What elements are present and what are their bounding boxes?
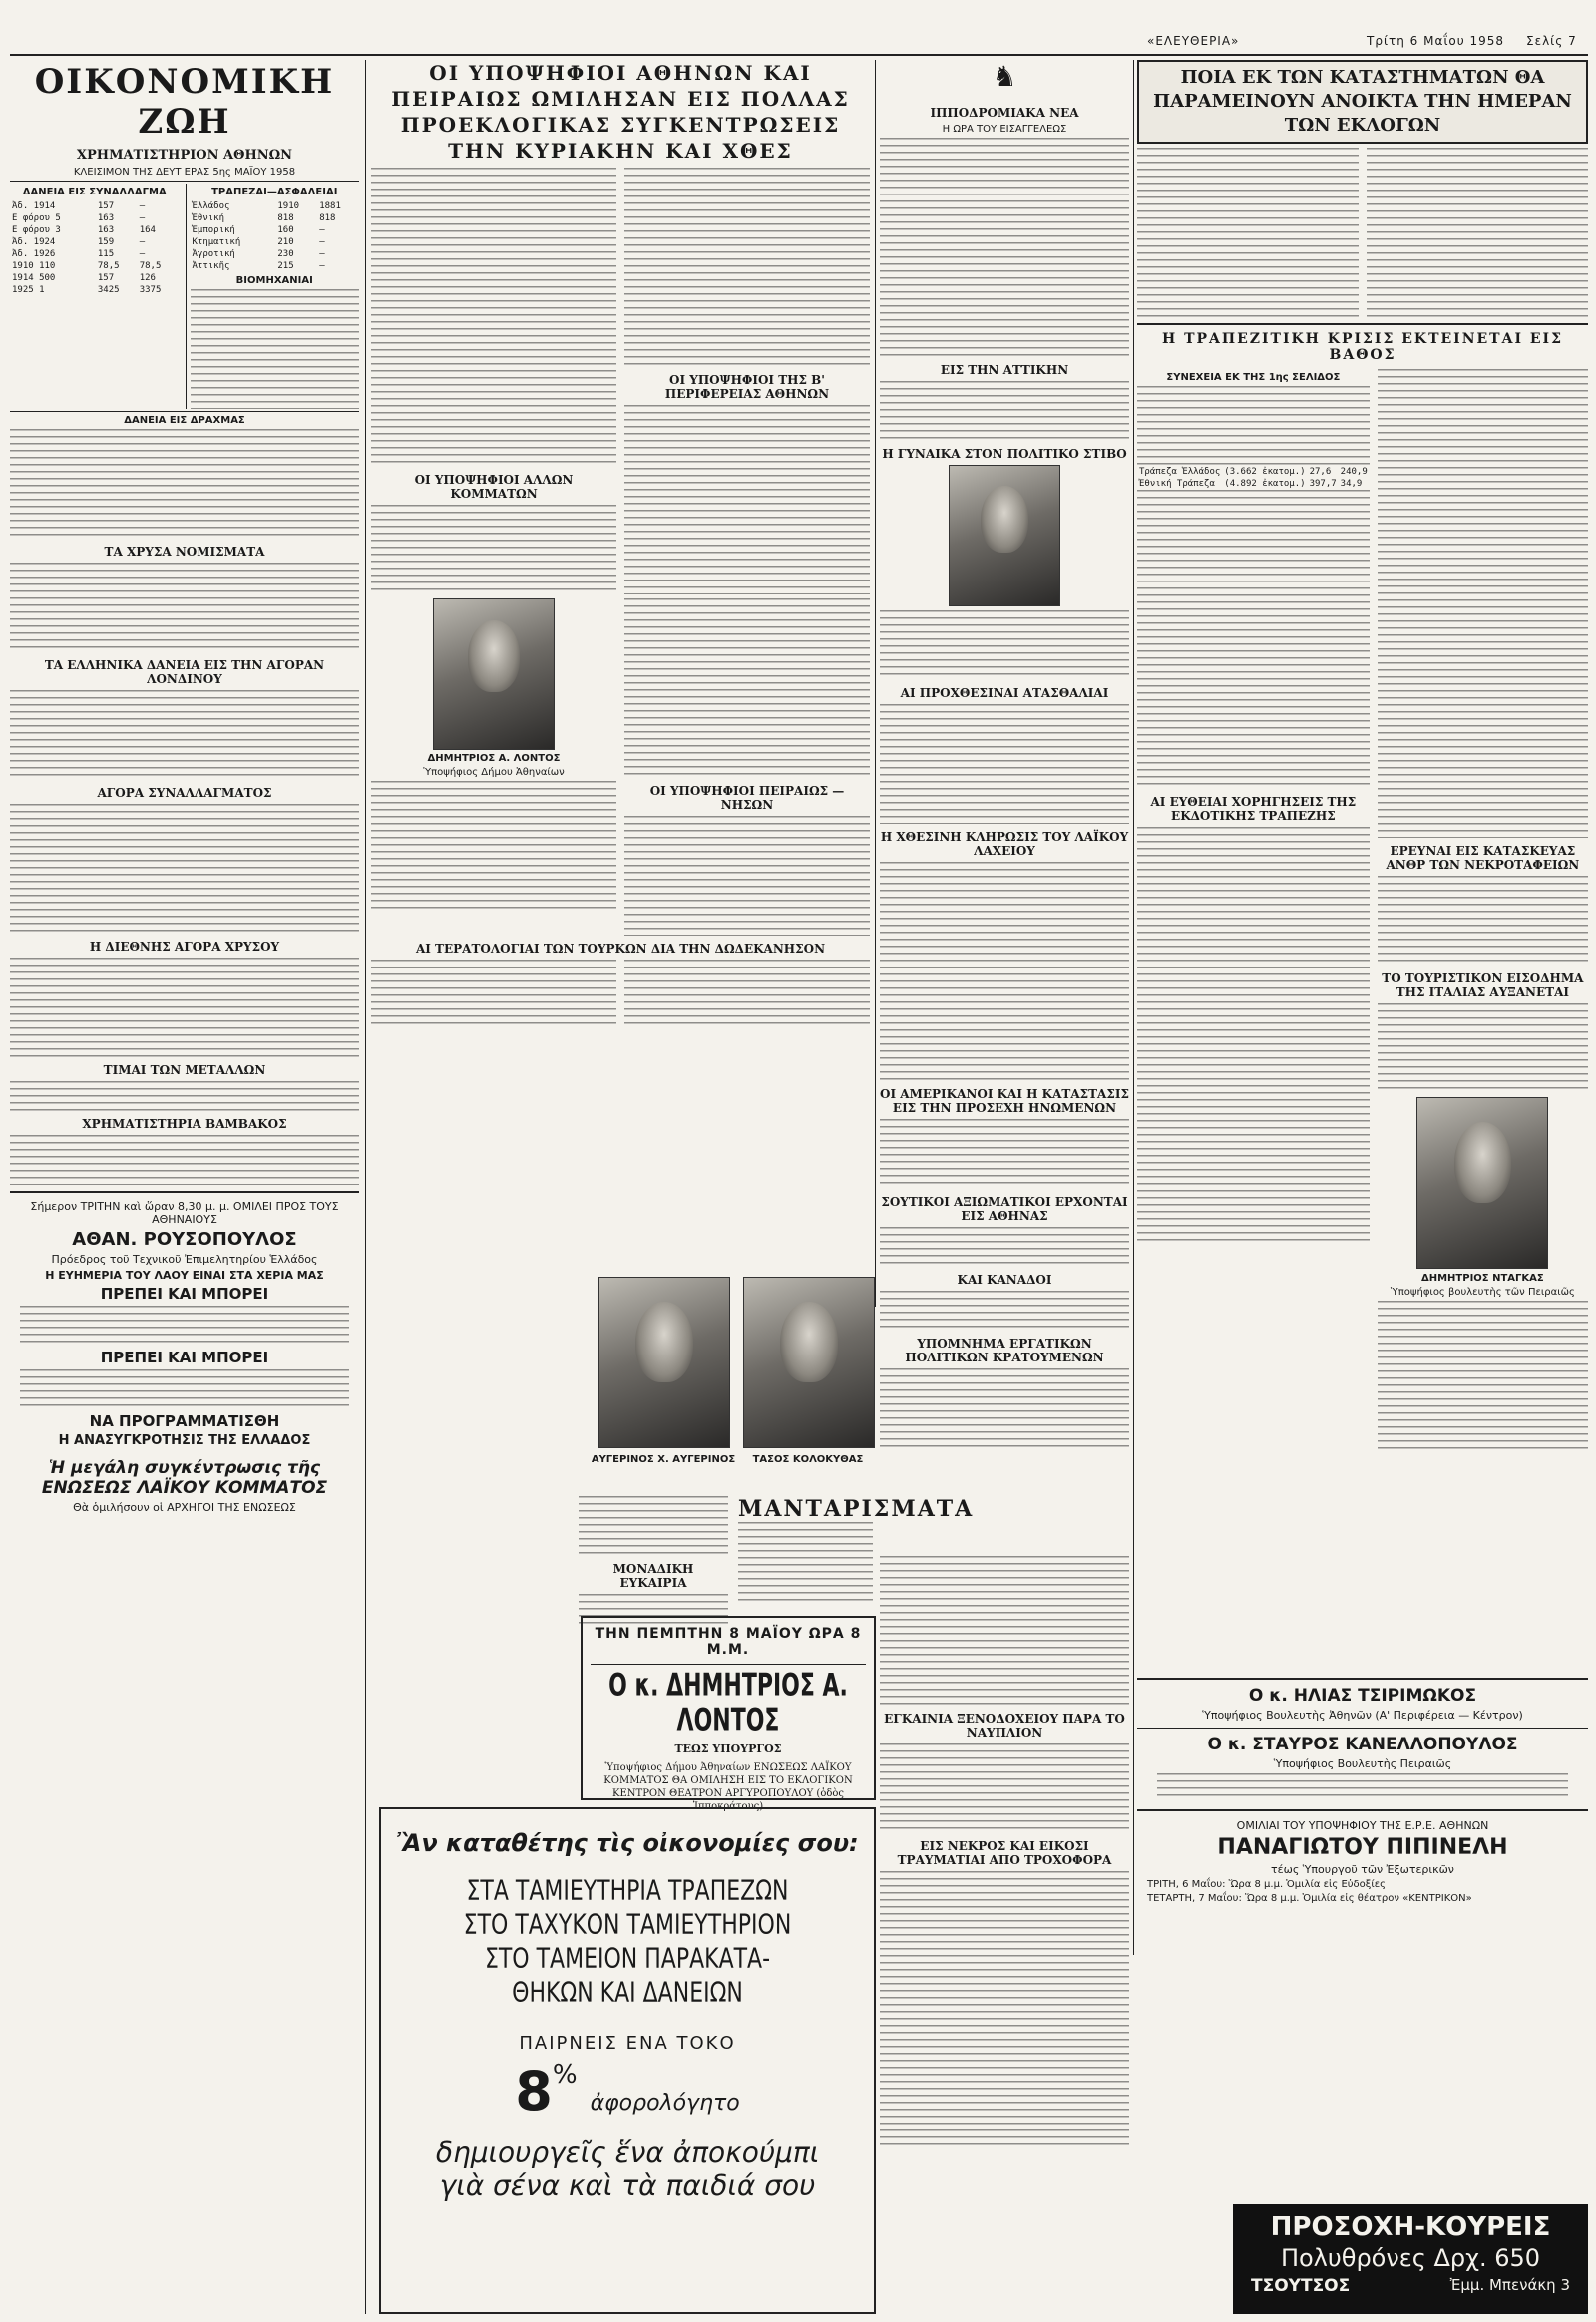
table-row — [10, 212, 180, 224]
rally-line: Ἡ μεγάλη συγκέντρωσις τῆς ΕΝΩΣΕΩΣ ΛΑΪΚΟΥ ΚΟΜΜΑΤΟΣ — [41, 1458, 328, 1498]
table-cell: 818 — [277, 213, 294, 223]
lontos-role: ΤΕΩΣ ΥΠΟΥΡΓΟΣ — [674, 1742, 782, 1755]
masthead-date: Τρίτη 6 Μαΐου 1958 — [1367, 34, 1505, 48]
prisoners-text — [880, 1368, 1129, 1448]
draw-head: Η ΧΘΕΣΙΝΗ ΚΛΗΡΩΣΙΣ ΤΟΥ ΛΑΪΚΟΥ ΛΑΧΕΙΟΥ — [880, 830, 1129, 858]
court-text — [880, 1227, 1129, 1267]
bank-cont: ΣΥΝΕΧΕΙΑ ΕΚ ΤΗΣ 1ης ΣΕΛΙΔΟΣ — [1166, 372, 1341, 383]
photo2-caption: ΑΥΓΕΡΙΝΟΣ Χ. ΑΥΓΕΡΙΝΟΣ — [591, 1454, 736, 1465]
table-cell: Τράπεζα Ἑλλάδος — [1139, 467, 1221, 477]
main-headline: ΟΙ ΥΠΟΨΗΦΙΟΙ ΑΘΗΝΩΝ ΚΑΙ ΠΕΙΡΑΙΩΣ ΩΜΙΛΗΣΑΝ ΕΙΣ ΠΟΛΛΑΣ ΠΡΟΕΚΛΟΓΙΚΑΣ ΣΥΓΚΕΝΤΡΩΣΕΙΣ ΤΗΝ ΚΥΡΙΑΚΗΝ ΚΑΙ ΧΘΕΣ — [391, 61, 850, 163]
percent-icon: % — [552, 2060, 578, 2090]
bank-text — [1137, 386, 1370, 466]
table-cell: — — [139, 237, 146, 247]
loans-table — [10, 184, 180, 409]
savings-slogan: Ἂν καταθέτης τὶς οἰκονομίες σου: — [396, 1829, 859, 1857]
press-text — [880, 1119, 1129, 1189]
table-cell: 397,7 — [1309, 479, 1337, 489]
ad1-name: Ο κ. ΗΛΙΑΣ ΤΣΙΡΙΜΩΚΟΣ — [1248, 1686, 1477, 1706]
table-cell: 78,5 — [97, 261, 120, 271]
table-cell: — — [319, 261, 325, 271]
barber-k4: Ἐμμ. Μπενάκη 3 — [1449, 2276, 1570, 2294]
lecture-text — [20, 1369, 349, 1409]
opportunity-head: ΜΟΝΑΔΙΚΗ ΕΥΚΑΙΡΙΑ — [612, 1562, 694, 1590]
table-cell: 163 — [97, 225, 115, 235]
horses-sub: Η ΩΡΑ ΤΟΥ ΕΙΣΑΓΓΕΛΕΩΣ — [942, 124, 1067, 135]
barber-ad — [1233, 2204, 1588, 2314]
mandarismata-text — [738, 1522, 873, 1602]
table-row — [10, 248, 180, 260]
economy-text — [10, 429, 359, 539]
table-cell: 3375 — [139, 285, 162, 295]
accident-text — [880, 1871, 1129, 2150]
masthead-rule — [10, 54, 1588, 56]
table-cell: Ἀδ. 1924 — [12, 237, 56, 247]
prisoners-head: ΥΠΟΜΝΗΜΑ ΕΡΓΑΤΙΚΩΝ ΠΟΛΙΤΙΚΩΝ ΚΡΑΤΟΥΜΕΝΩΝ — [905, 1337, 1104, 1364]
table-cell: 240,9 — [1340, 467, 1368, 477]
horses-text — [880, 138, 1129, 357]
ad3-name: ΠΑΝΑΓΙΩΤΟΥ ΠΙΠΙΝΕΛΗ — [1217, 1835, 1508, 1860]
industry-head: ΒΙΟΜΗΧΑΝΙΑΙ — [235, 275, 313, 286]
savings-l5: ΠΑΙΡΝΕΙΣ ΕΝΑ ΤΟΚΟ — [519, 2033, 736, 2054]
photo4-sub: Ὑποψήφιος βουλευτὴς τῶν Πειραιῶς — [1390, 1287, 1575, 1298]
photo-ntagkas — [1416, 1097, 1548, 1269]
table-cell: Ἀδ. 1914 — [12, 201, 56, 211]
table-cell: 159 — [97, 237, 115, 247]
lontos-body: Ὑποψήφιος Δήμου Ἀθηναίων ΕΝΩΣΕΩΣ ΛΑΪΚΟΥ ΚΟΜΜΑΤΟΣ ΘΑ ΟΜΙΛΗΣΗ ΕΙΣ ΤΟ ΕΚΛΟΓΙΚΟΝ ΚΕΝΤΡΟΝ ΘΕΑΤΡΟΝ ΑΡΓΥΡΟΠΟΥΛΟΥ (ὁδὸς Ἱπποκράτους) — [603, 1762, 853, 1812]
table-cell: 164 — [139, 225, 156, 235]
sub-other-parties: ΟΙ ΥΠΟΨΗΦΙΟΙ ΑΛΛΩΝ ΚΟΜΜΑΤΩΝ — [414, 473, 574, 501]
savings-l4: ΘΗΚΩΝ ΚΑΙ ΔΑΝΕΙΩΝ — [512, 1977, 743, 2009]
tour-text — [1378, 1003, 1588, 1093]
story-text — [371, 505, 616, 594]
atasthalies-text — [880, 704, 1129, 824]
lontos-ad — [581, 1616, 876, 1812]
industry-text — [191, 289, 360, 409]
lecture-role: Πρόεδρος τοῦ Τεχνικοῦ Ἐπιμελητηρίου Ἑλλάδος — [51, 1253, 318, 1266]
attica-text — [880, 381, 1129, 441]
table-cell: 27,6 — [1309, 467, 1332, 477]
photo1-sub: Ὑποψήφιος Δήμου Ἀθηναίων — [423, 767, 565, 778]
story-text — [624, 816, 870, 936]
mandarismata-title: ΜΑΝΤΑΡΙΣΜΑΤΑ — [738, 1496, 975, 1522]
story-text — [624, 405, 870, 594]
savings-l7: γιὰ σένα καὶ τὰ παιδιά σου — [439, 2169, 816, 2202]
table-cell: 115 — [97, 249, 115, 259]
shops-box — [1137, 60, 1588, 144]
table-row — [191, 236, 360, 248]
table-cell: 1910 — [277, 201, 300, 211]
col-text — [1378, 1301, 1588, 1450]
table-cell: 1881 — [319, 201, 341, 211]
col-text — [880, 1556, 1129, 1706]
table-cell: 34,9 — [1340, 479, 1363, 489]
foreign-head: ΤΑ ΕΛΛΗΝΙΚΑ ΔΑΝΕΙΑ ΕΙΣ ΤΗΝ ΑΓΟΡΑΝ ΛΟΝΔΙΝΟΥ — [44, 658, 325, 686]
shops-text — [1137, 148, 1359, 317]
barber-k2: Πολυθρόνες Δρχ. 650 — [1280, 2244, 1541, 2272]
opportunity-box — [579, 1496, 728, 1624]
table-cell: 215 — [277, 261, 294, 271]
table-row — [10, 272, 180, 284]
table-cell: 818 — [319, 213, 336, 223]
table-cell: 157 — [97, 201, 115, 211]
banks-table — [186, 184, 360, 409]
right-ads — [1137, 1678, 1588, 1907]
ad1-role: Ὑποψήφιος Βουλευτὴς Ἀθηνῶν (Α' Περιφέρεια — Κέντρον) — [1202, 1709, 1523, 1722]
gold-market-head: Η ΔΙΕΘΝΗΣ ΑΓΟΡΑ ΧΡΥΣΟΥ — [89, 940, 280, 954]
story-text — [371, 168, 616, 467]
cotton-text — [10, 1135, 359, 1185]
ad3-role: τέως Ὑπουργοῦ τῶν Ἐξωτερικῶν — [1271, 1863, 1454, 1876]
cotton-head: ΧΡΗΜΑΤΙΣΤΗΡΙΑ ΒΑΜΒΑΚΟΣ — [82, 1117, 287, 1131]
table-cell: 160 — [277, 225, 294, 235]
photo-avgerinos — [598, 1277, 730, 1448]
lecture-line3: ΠΡΕΠΕΙ ΚΑΙ ΜΠΟΡΕΙ — [100, 1349, 269, 1366]
table-row — [191, 248, 360, 260]
savings-rate-suffix: ἀφορολόγητο — [590, 2091, 740, 2116]
necro-text — [1378, 876, 1588, 966]
bank-headline: Η ΤΡΑΠΕΖΙΤΙΚΗ ΚΡΙΣΙΣ ΕΚΤΕΙΝΕΤΑΙ ΕΙΣ ΒΑΘΟΣ — [1161, 331, 1564, 363]
hotel-head: ΕΓΚΑΙΝΙΑ ΞΕΝΟΔΟΧΕΙΟΥ ΠΑΡΑ ΤΟ ΝΑΥΠΛΙΟΝ — [884, 1712, 1125, 1740]
photo-lontos — [433, 598, 555, 750]
table-cell: Ἑθνική — [192, 213, 225, 223]
lecture-ad — [10, 1191, 359, 1514]
woman-text — [880, 610, 1129, 680]
mandarismata-box — [738, 1496, 975, 1602]
main-story-column — [371, 60, 870, 1307]
table-cell: 1925 1 — [12, 285, 45, 295]
table-row — [191, 260, 360, 272]
ad3-l2: ΤΕΤΑΡΤΗ, 7 Μαΐου: Ὥρα 8 μ.μ. Ὁμιλία εἰς θέατρον «ΚΕΝΤΡΙΚΟΝ» — [1147, 1893, 1472, 1904]
table-cell: 230 — [277, 249, 294, 259]
gold-head: ΤΑ ΧΡΥΣΑ ΝΟΜΙΣΜΑΤΑ — [104, 545, 265, 559]
metals-text — [10, 1081, 359, 1111]
table-cell: 1914 500 — [12, 273, 56, 283]
banks-rows — [191, 200, 360, 272]
lecture-line1: Η ΕΥΗΜΕΡΙΑ ΤΟΥ ΛΑΟΥ ΕΙΝΑΙ ΣΤΑ ΧΕΡΙΑ ΜΑΣ — [45, 1269, 324, 1282]
table-cell: (4.892 ἐκατομ.) — [1224, 479, 1306, 489]
column-rule — [365, 60, 366, 2314]
economy-title: ΟΙΚΟΝΟΜΙΚΗ ΖΩΗ — [34, 62, 335, 142]
sub-dodecanese: ΑΙ ΤΕΡΑΤΟΛΟΓΙΑΙ ΤΩΝ ΤΟΥΡΚΩΝ ΔΙΑ ΤΗΝ ΔΩΔΕΚΑΝΗΣΟΝ — [415, 942, 826, 956]
ad2-name: Ο κ. ΣΤΑΥΡΟΣ ΚΑΝΕΛΛΟΠΟΥΛΟΣ — [1207, 1735, 1518, 1754]
table-row — [1137, 478, 1370, 490]
table-cell: (3.662 ἐκατομ.) — [1224, 467, 1306, 477]
table-cell: Ἐθνική Τράπεζα — [1139, 479, 1215, 489]
necro-head: ΕΡΕΥΝΑΙ ΕΙΣ ΚΑΤΑΣΚΕΥΑΣ ΑΝΘΡ ΤΩΝ ΝΕΚΡΟΤΑΦΕΙΩΝ — [1386, 844, 1580, 872]
press-head: ΟΙ ΑΜΕΡΙΚΑΝΟΙ ΚΑΙ Η ΚΑΤΑΣΤΑΣΙΣ ΕΙΣ ΤΗΝ ΠΡΟΣΕΧΗ ΗΝΩΜΕΝΩΝ — [880, 1087, 1129, 1115]
table-cell: Ἐμπορική — [192, 225, 235, 235]
table-row — [191, 212, 360, 224]
lecture-line2: ΠΡΕΠΕΙ ΚΑΙ ΜΠΟΡΕΙ — [100, 1285, 269, 1303]
table-cell: Ε φόρου 3 — [12, 225, 61, 235]
table-row — [10, 224, 180, 236]
table-cell: Ε φόρου 5 — [12, 213, 61, 223]
horse-icon: ♞ — [992, 60, 1017, 93]
table-row — [191, 200, 360, 212]
table-cell: — — [139, 249, 146, 259]
canal-head: ΚΑΙ ΚΑΝΑΔΟΙ — [957, 1273, 1052, 1287]
table-cell: Ἀδ. 1926 — [12, 249, 56, 259]
masthead-page: Σελίς 7 — [1526, 34, 1577, 48]
shops-headline: ΠΟΙΑ ΕΚ ΤΩΝ ΚΑΤΑΣΤΗΜΑΤΩΝ ΘΑ ΠΑΡΑΜΕΙΝΟΥΝ ΑΝΟΙΚΤΑ ΤΗΝ ΗΜΕΡΑΝ ΤΩΝ ΕΚΛΟΓΩΝ — [1153, 67, 1572, 136]
sub-piraeus: ΟΙ ΥΠΟΨΗΦΙΟΙ ΠΕΙΡΑΙΩΣ — ΝΗΣΩΝ — [649, 784, 845, 812]
lecture-line4: ΝΑ ΠΡΟΓΡΑΜΜΑΤΙΣΘΗ — [89, 1412, 280, 1430]
horses-head: ΙΠΠΟΔΡΟΜΙΑΚΑ ΝΕΑ — [930, 106, 1079, 120]
table-cell: Ἀττικῆς — [192, 261, 230, 271]
metals-head: ΤΙΜΑΙ ΤΩΝ ΜΕΤΑΛΛΩΝ — [103, 1063, 266, 1077]
savings-rate: 8 — [515, 2060, 553, 2123]
lecture-line5: Η ΑΝΑΣΥΓΚΡΟΤΗΣΙΣ ΤΗΣ ΕΛΛΑΔΟΣ — [58, 1433, 311, 1448]
table-cell: — — [139, 213, 146, 223]
table-row — [10, 236, 180, 248]
bank-text — [1378, 369, 1588, 838]
attica-head: ΕΙΣ ΤΗΝ ΑΤΤΙΚΗΝ — [940, 363, 1069, 377]
masthead-paper: «ΕΛΕΥΘΕΡΙΑ» — [1147, 34, 1240, 48]
bank-text — [1137, 827, 1370, 1246]
ad2-text — [1157, 1773, 1568, 1801]
loans-head: ΔΑΝΕΙΑ ΕΙΣ ΣΥΝΑΛΛΑΓΜΑ — [22, 187, 167, 197]
savings-l2: ΣΤΟ ΤΑΧΥΚΟΝ ΤΑΜΙΕΥΤΗΡΙΟΝ — [463, 1909, 792, 1941]
column-rule — [875, 60, 876, 1307]
story-text — [624, 168, 870, 367]
table-cell: 3425 — [97, 285, 120, 295]
rally-sub: Θὰ ὁμιλήσουν οἱ ΑΡΧΗΓΟΙ ΤΗΣ ΕΝΩΣΕΩΣ — [73, 1501, 296, 1514]
foreign-text — [10, 690, 359, 780]
story-text — [624, 960, 870, 1029]
closing-line: ΚΛΕΙΣΙΜΟΝ ΤΗΣ ΔΕΥΤ ΕΡΑΣ 5ης ΜΑΪΟΥ 1958 — [73, 167, 296, 178]
gold-market-text — [10, 958, 359, 1057]
table-cell: — — [319, 237, 325, 247]
table-cell: 210 — [277, 237, 294, 247]
right-column — [1137, 60, 1588, 1955]
savings-l6: δημιουργεῖς ἕνα ἀποκούμπι — [435, 2136, 820, 2169]
photo1-caption: ΔΗΜΗΤΡΙΟΣ Α. ΛΟΝΤΟΣ — [427, 753, 561, 764]
economy-column — [10, 60, 359, 2314]
ad3-top: ΟΜΙΛΙΑΙ ΤΟΥ ΥΠΟΨΗΦΙΟΥ ΤΗΣ Ε.Ρ.Ε. ΑΘΗΝΩΝ — [1236, 1819, 1489, 1832]
canal-text — [880, 1291, 1129, 1331]
sub-b-periphery: ΟΙ ΥΠΟΨΗΦΙΟΙ ΤΗΣ Β' ΠΕΡΙΦΕΡΕΙΑΣ ΑΘΗΝΩΝ — [664, 373, 830, 401]
col-text — [579, 1496, 728, 1556]
woman-head: Η ΓΥΝΑΙΚΑ ΣΤΟΝ ΠΟΛΙΤΙΚΟ ΣΤΙΒΟ — [882, 447, 1127, 461]
table-cell: — — [319, 249, 325, 259]
lontos-name: Ο κ. ΔΗΜΗΤΡΙΟΣ Α. ΛΟΝΤΟΣ — [608, 1669, 848, 1739]
table-cell: — — [139, 201, 146, 211]
drachma-loans-head: ΔΑΝΕΙΑ ΕΙΣ ΔΡΑΧΜΑΣ — [124, 415, 245, 426]
gold-text — [10, 563, 359, 652]
markets-text — [10, 804, 359, 934]
table-cell: — — [319, 225, 325, 235]
table-cell: 126 — [139, 273, 156, 283]
markets-head: ΑΓΟΡΑ ΣΥΝΑΛΛΑΓΜΑΤΟΣ — [97, 786, 272, 800]
table-cell: 157 — [97, 273, 115, 283]
bank-sub: ΑΙ ΕΥΘΕΙΑΙ ΧΟΡΗΓΗΣΕΙΣ ΤΗΣ ΕΚΔΟΤΙΚΗΣ ΤΡΑΠΕΖΗΣ — [1150, 795, 1357, 823]
photo4-caption: ΔΗΜΗΤΡΙΟΣ ΝΤΑΓΚΑΣ — [1421, 1273, 1544, 1284]
draw-numbers — [880, 862, 1129, 1081]
table-row — [191, 224, 360, 236]
story-text — [371, 960, 616, 1029]
photo-kolokythas — [743, 1277, 875, 1448]
table-row — [10, 260, 180, 272]
middle-lower — [880, 1556, 1129, 2150]
table-cell: 1910 110 — [12, 261, 56, 271]
table-row — [10, 200, 180, 212]
savings-l3: ΣΤΟ ΤΑΜΕΙΟΝ ΠΑΡΑΚΑΤΑ- — [484, 1943, 771, 1975]
court-head: ΣΟΥΤΙΚΟΙ ΑΞΙΩΜΑΤΙΚΟΙ ΕΡΧΟΝΤΑΙ ΕΙΣ ΑΘΗΝΑΣ — [881, 1195, 1128, 1223]
hotel-text — [880, 1743, 1129, 1833]
horses-sub2: ΑΙ ΠΡΟΧΘΕΣΙΝΑΙ ΑΤΑΣΘΑΛΙΑΙ — [900, 686, 1109, 700]
lecture-name: ΑΘΑΝ. ΡΟΥΣΟΠΟΥΛΟΣ — [72, 1229, 297, 1250]
banks-head: ΤΡΑΠΕΖΑΙ—ΑΣΦΑΛΕΙΑΙ — [211, 187, 338, 197]
savings-ad — [379, 1807, 876, 2314]
savings-l1: ΣΤΑ ΤΑΜΙΕΥΤΗΡΙΑ ΤΡΑΠΕΖΩΝ — [466, 1875, 789, 1907]
table-cell: 78,5 — [139, 261, 162, 271]
lecture-text — [20, 1306, 349, 1346]
exchange-title: ΧΡΗΜΑΤΙΣΤΗΡΙΟΝ ΑΘΗΝΩΝ — [76, 148, 293, 163]
ad3-l1: ΤΡΙΤΗ, 6 Μαΐου: Ὥρα 8 μ.μ. Ὁμιλία εἰς Εὐδοξίες — [1147, 1879, 1387, 1890]
column-rule — [1133, 60, 1134, 1955]
bank-rows — [1137, 466, 1370, 490]
story-text — [371, 781, 616, 911]
lecture-intro: Σήμερον ΤΡΙΤΗΝ καὶ ὥραν 8,30 μ. μ. ΟΜΙΛΕΙ ΠΡΟΣ ΤΟΥΣ ΑΘΗΝΑΙΟΥΣ — [30, 1200, 339, 1226]
photo-woman — [949, 465, 1060, 606]
middle-column — [880, 60, 1129, 1546]
story-text — [624, 598, 870, 778]
loans-rows — [10, 200, 180, 296]
bank-text — [1137, 490, 1370, 789]
tour-head: ΤΟ ΤΟΥΡΙΣΤΙΚΟΝ ΕΙΣΟΔΗΜΑ ΤΗΣ ΙΤΑΛΙΑΣ ΑΥΞΑΝΕΤΑΙ — [1382, 971, 1584, 999]
table-cell: 163 — [97, 213, 115, 223]
accident-head: ΕΙΣ ΝΕΚΡΟΣ ΚΑΙ ΕΙΚΟΣΙ ΤΡΑΥΜΑΤΙΑΙ ΑΠΟ ΤΡΟΧΟΦΟΡΑ — [897, 1839, 1112, 1867]
table-row — [10, 284, 180, 296]
lontos-top: ΤΗΝ ΠΕΜΠΤΗΝ 8 ΜΑΪΟΥ ΩΡΑ 8 Μ.Μ. — [595, 1626, 862, 1658]
photo3-caption: ΤΑΣΟΣ ΚΟΛΟΚΥΘΑΣ — [752, 1454, 864, 1465]
table-cell: Ἀγροτική — [192, 249, 235, 259]
table-cell: Κτηματική — [192, 237, 241, 247]
table-cell: Ἑλλάδος — [192, 201, 230, 211]
barber-k3: ΤΣΟΥΤΣΟΣ — [1251, 2276, 1351, 2296]
shops-text — [1367, 148, 1588, 317]
barber-k1: ΠΡΟΣΟΧΗ-ΚΟΥΡΕΙΣ — [1270, 2212, 1551, 2242]
ad2-role: Ὑποψήφιος Βουλευτὴς Πειραιῶς — [1273, 1757, 1452, 1770]
table-row — [1137, 466, 1370, 478]
